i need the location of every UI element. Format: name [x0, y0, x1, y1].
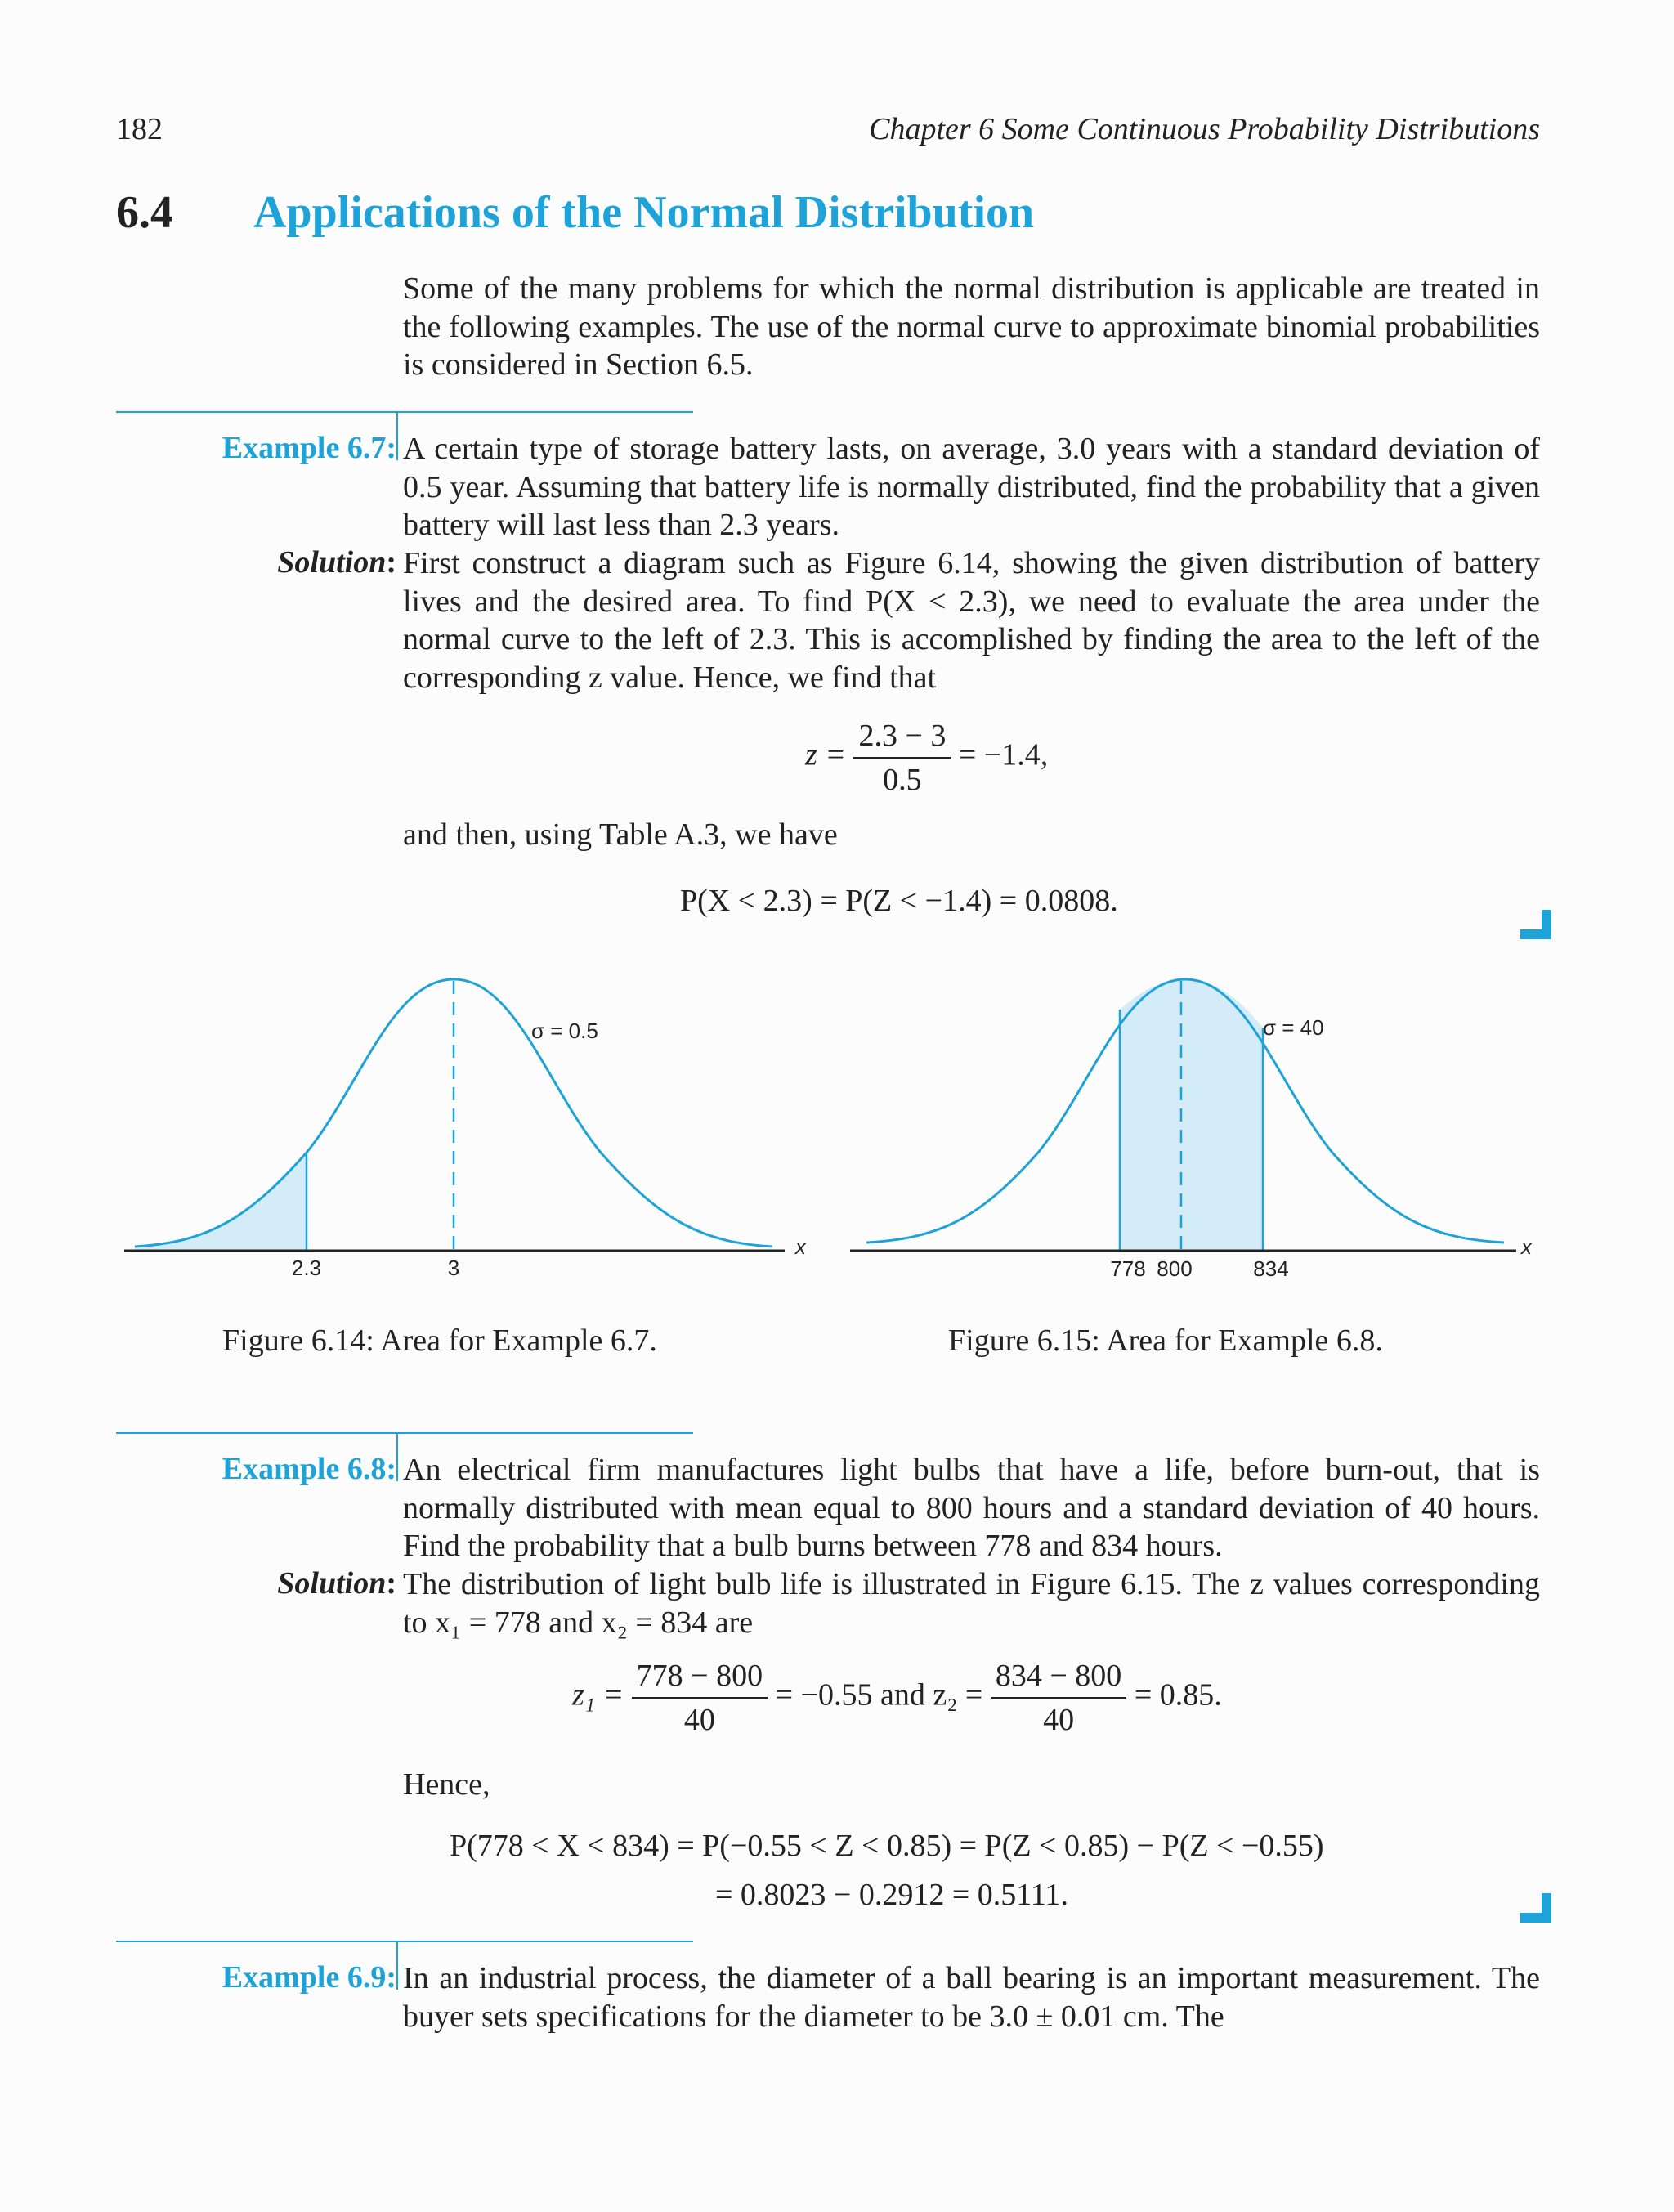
- figure-6-14-caption: Figure 6.14: Area for Example 6.7.: [222, 1323, 657, 1358]
- tick-label-mean: 3: [447, 1256, 460, 1280]
- equation-probability-6-7: P(X < 2.3) = P(Z < −1.4) = 0.0808.: [680, 884, 1118, 918]
- axis-label-x: x: [1521, 1234, 1532, 1259]
- page-number: 182: [116, 112, 163, 146]
- intro-paragraph: Some of the many problems for which the normal distribution is applicable are treated in the following examples. The use of the normal curve to approximate binomial probabilities is considered in Section 6.5.: [403, 271, 1540, 382]
- axis-label-x: x: [795, 1234, 806, 1259]
- example-6-7-solution: First construct a diagram such as Figure 6.14, showing the given distribution of battery lives and the desired area. To find P(X < 2.3), we need to evaluate the area under the normal curve to the left of 2.3. This is accomplished by finding the area to the left of the corresponding z value. Hence, we find that: [403, 546, 1540, 695]
- figure-6-14-normal-curve: [114, 956, 834, 1292]
- end-of-example-marker: [1520, 910, 1551, 939]
- example-marker: [396, 1434, 398, 1481]
- end-of-example-marker: [1520, 1893, 1551, 1923]
- figure-6-15-normal-curve: [846, 956, 1565, 1292]
- example-6-8-label: Example 6.8:: [222, 1452, 396, 1486]
- example-marker: [396, 1942, 398, 1990]
- figure-6-15-caption: Figure 6.15: Area for Example 6.8.: [948, 1323, 1383, 1358]
- example-6-7-problem: A certain type of storage battery lasts, on average, 3.0 years with a standard deviation of 0.5 year. Assuming that battery life is normally distributed, find the probability that a given battery will last less than 2.3 years.: [403, 432, 1540, 542]
- chapter-title: Chapter 6 Some Continuous Probability Distributions: [869, 112, 1540, 146]
- shaded-area-between: [1120, 979, 1263, 1251]
- example-6-8-problem: An electrical firm manufactures light bulbs that have a life, before burn-out, that is normally distributed with mean equal to 800 hours and a standard deviation of 40 hours. Find the probability that a bulb burns between 778 and 834 hours.: [403, 1453, 1540, 1563]
- equation-z-6-7: z = $\frac{2.3 - 3}{0.5}$ = −1.4,: [805, 719, 1049, 797]
- example-rule: [116, 1432, 693, 1434]
- section-number: 6.4: [116, 187, 173, 238]
- sigma-label: σ = 40: [1263, 1015, 1324, 1040]
- solution-label: Solution:: [277, 1566, 396, 1601]
- example-marker: [396, 413, 398, 460]
- example-6-9-problem: In an industrial process, the diameter of a ball bearing is an important measurement. The buyer sets specifications for the diameter to be 3.0 ± 0.01 cm. The: [403, 1961, 1540, 2034]
- tick-label-800: 800: [1157, 1256, 1193, 1281]
- shaded-area-left-tail: [135, 1153, 307, 1251]
- equation-z-values-6-8: z₁ = $\frac{778 - 800}{40}$ = −0.55 and z₂ = $\frac{834 - 800}{40}$ = 0.85.: [572, 1659, 1222, 1737]
- equation-probability-6-8-line1: P(778 < X < 834) = P(−0.55 < Z < 0.85) = P(Z < 0.85) − P(Z < −0.55): [450, 1829, 1324, 1863]
- example-6-8-solution: The distribution of light bulb life is illustrated in Figure 6.15. The z values corresponding to x₁ = 778 and x₂ = 834 are: [403, 1567, 1540, 1640]
- example-6-9-label: Example 6.9:: [222, 1960, 396, 1995]
- example-6-8-hence: Hence,: [403, 1767, 490, 1802]
- tick-label-2-3: 2.3: [291, 1256, 322, 1280]
- solution-label: Solution:: [277, 545, 396, 580]
- tick-label-778: 778: [1110, 1256, 1146, 1281]
- sigma-label: σ = 0.5: [531, 1019, 598, 1043]
- equation-probability-6-8-line2: = 0.8023 − 0.2912 = 0.5111.: [715, 1878, 1068, 1912]
- tick-label-834: 834: [1253, 1256, 1289, 1281]
- example-6-7-mid-text: and then, using Table A.3, we have: [403, 817, 838, 852]
- example-6-7-label: Example 6.7:: [222, 431, 396, 465]
- example-rule: [116, 411, 693, 413]
- section-title: Applications of the Normal Distribution: [253, 187, 1035, 238]
- example-rule: [116, 1941, 693, 1942]
